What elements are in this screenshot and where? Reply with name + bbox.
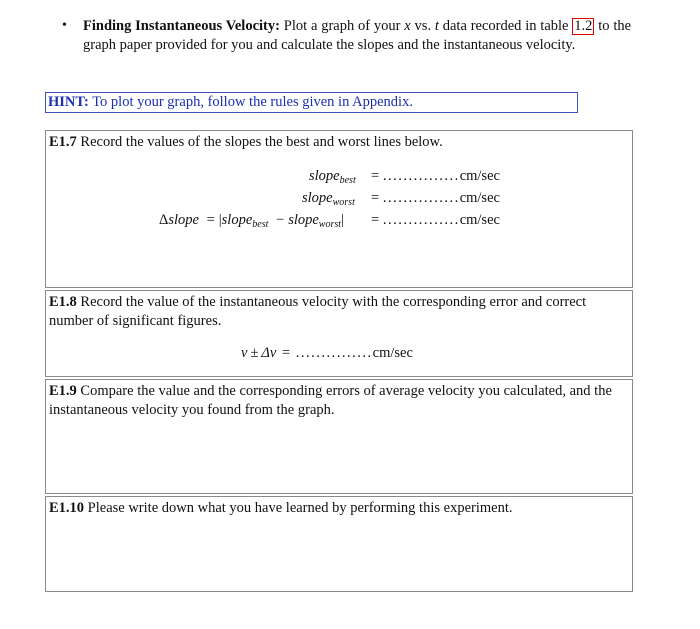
intro-vs: vs. [414, 18, 432, 34]
intro-text-1: Plot a graph of your [283, 18, 401, 34]
exercise-label: E1.8 [49, 294, 77, 310]
exercise-text: Compare the value and the corresponding errors of average velocity you calculated, and the instantaneous velocity you found from the graph. [49, 383, 612, 418]
bullet-marker: • [62, 18, 67, 33]
intro-paragraph [83, 17, 631, 55]
exercise-e1-9-box[interactable] [45, 379, 633, 494]
exercise-label: E1.7 [49, 134, 77, 150]
exercise-e1-10-box[interactable] [45, 496, 633, 592]
hint-box [45, 92, 578, 113]
intro-text-2: data recorded in table [442, 18, 569, 34]
delta-slope-answer[interactable]: = ...............cm/sec [371, 212, 500, 228]
exercise-e1-7-box[interactable] [45, 130, 633, 288]
table-ref-link[interactable]: 1.2 [574, 18, 593, 34]
var-t: t [434, 18, 439, 34]
intro-title: Finding Instantaneous Velocity: [83, 18, 280, 34]
exercise-text: Record the values of the slopes the best and worst lines below. [80, 134, 443, 150]
exercise-text: Please write down what you have learned by performing this experiment. [87, 500, 513, 516]
slope-worst-answer[interactable]: = ...............cm/sec [371, 190, 500, 206]
var-x: x [404, 18, 411, 34]
exercise-text: Record the value of the instantaneous velocity with the corresponding error and correct number of significant figures. [49, 294, 587, 329]
exercise-label: E1.9 [49, 383, 77, 399]
slope-best-equation: slope$_{best}$ [309, 168, 356, 186]
hint-text: To plot your graph, follow the rules given in Appendix. [92, 94, 413, 110]
exercise-label: E1.10 [49, 500, 85, 516]
slope-best-answer[interactable]: = ...............cm/sec [371, 168, 500, 184]
hint-label: HINT: [48, 94, 89, 110]
delta-slope-equation: Δslope = |slope$_{best}$ − slope$_{worst}$| [159, 212, 344, 230]
velocity-equation[interactable]: v ± Δv = ...............cm/sec [241, 345, 413, 361]
intro-text-3: to the graph paper provided for you and calculate the slopes and the instantaneous velocity. [83, 18, 632, 53]
exercise-e1-8-box[interactable] [45, 290, 633, 377]
slope-worst-equation: slope$_{worst}$ [302, 190, 355, 208]
